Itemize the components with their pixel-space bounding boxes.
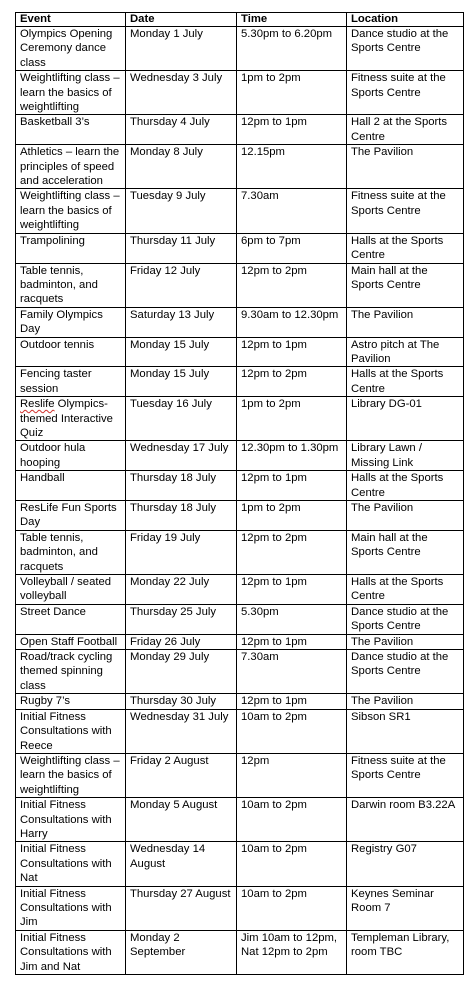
date-cell: Monday 5 August [126, 798, 237, 842]
location-cell: Dance studio at the Sports Centre [347, 650, 464, 694]
date-cell: Thursday 25 July [126, 604, 237, 634]
date-cell: Monday 22 July [126, 575, 237, 605]
date-cell: Tuesday 16 July [126, 397, 237, 441]
time-cell: 1pm to 2pm [237, 501, 347, 531]
location-cell: Halls at the Sports Centre [347, 471, 464, 501]
time-cell: 12pm to 1pm [237, 115, 347, 145]
time-cell: 12pm [237, 753, 347, 797]
header-event: Event [16, 13, 126, 27]
date-cell: Thursday 4 July [126, 115, 237, 145]
location-cell: Halls at the Sports Centre [347, 575, 464, 605]
spellcheck-word: Reslife [20, 398, 55, 411]
location-cell: Darwin room B3.22A [347, 798, 464, 842]
time-cell: 12pm to 1pm [237, 634, 347, 649]
table-row [16, 501, 464, 531]
time-cell: 7.30am [237, 650, 347, 694]
time-cell: 6pm to 7pm [237, 233, 347, 263]
location-cell: Sibson SR1 [347, 709, 464, 753]
table-row [16, 709, 464, 753]
event-cell: Weightlifting class – learn the basics of weightlifting [16, 189, 126, 233]
location-cell: The Pavilion [347, 634, 464, 649]
event-cell: Road/track cycling themed spinning class [16, 650, 126, 694]
table-row [16, 753, 464, 797]
location-cell: Dance studio at the Sports Centre [347, 27, 464, 71]
header-time: Time [237, 13, 347, 27]
time-cell: 5.30pm [237, 604, 347, 634]
location-cell: The Pavilion [347, 145, 464, 189]
date-cell: Thursday 18 July [126, 501, 237, 531]
event-cell: Athletics – learn the principles of speed and acceleration [16, 145, 126, 189]
event-cell: Street Dance [16, 604, 126, 634]
table-row [16, 798, 464, 842]
table-row [16, 307, 464, 337]
location-cell: Library DG-01 [347, 397, 464, 441]
event-cell: Weightlifting class – learn the basics of weightlifting [16, 71, 126, 115]
table-row [16, 367, 464, 397]
date-cell: Wednesday 17 July [126, 441, 237, 471]
table-row [16, 604, 464, 634]
table-row [16, 397, 464, 441]
time-cell: 7.30am [237, 189, 347, 233]
table-row [16, 471, 464, 501]
date-cell: Wednesday 14 August [126, 842, 237, 886]
date-cell: Friday 12 July [126, 263, 237, 307]
table-row [16, 575, 464, 605]
event-cell: Table tennis, badminton, and racquets [16, 530, 126, 574]
location-cell: Halls at the Sports Centre [347, 367, 464, 397]
time-cell: 5.30pm to 6.20pm [237, 27, 347, 71]
header-location: Location [347, 13, 464, 27]
location-cell: Fitness suite at the Sports Centre [347, 753, 464, 797]
table-row [16, 337, 464, 367]
location-cell: Main hall at the Sports Centre [347, 263, 464, 307]
time-cell: 10am to 2pm [237, 886, 347, 930]
date-cell: Monday 8 July [126, 145, 237, 189]
table-row [16, 650, 464, 694]
header-date: Date [126, 13, 237, 27]
table-row [16, 27, 464, 71]
event-cell: Initial Fitness Consultations with Jim and Nat [16, 930, 126, 974]
location-cell: Registry G07 [347, 842, 464, 886]
date-cell: Friday 2 August [126, 753, 237, 797]
date-cell: Tuesday 9 July [126, 189, 237, 233]
table-row [16, 233, 464, 263]
date-cell: Thursday 30 July [126, 694, 237, 709]
event-cell: Table tennis, badminton, and racquets [16, 263, 126, 307]
location-cell: Templeman Library, room TBC [347, 930, 464, 974]
time-cell: 9.30am to 12.30pm [237, 307, 347, 337]
time-cell: 10am to 2pm [237, 798, 347, 842]
event-cell: Basketball 3’s [16, 115, 126, 145]
table-row [16, 886, 464, 930]
table-row [16, 189, 464, 233]
date-cell: Wednesday 31 July [126, 709, 237, 753]
date-cell: Thursday 18 July [126, 471, 237, 501]
event-cell-text: Olympics-themed Interactive Quiz [20, 398, 113, 439]
date-cell: Monday 15 July [126, 367, 237, 397]
time-cell: 12pm to 2pm [237, 530, 347, 574]
table-row [16, 263, 464, 307]
time-cell: 1pm to 2pm [237, 71, 347, 115]
table-row [16, 145, 464, 189]
date-cell: Saturday 13 July [126, 307, 237, 337]
time-cell: 12.15pm [237, 145, 347, 189]
event-cell: Initial Fitness Consultations with Reece [16, 709, 126, 753]
date-cell: Wednesday 3 July [126, 71, 237, 115]
date-cell: Monday 1 July [126, 27, 237, 71]
time-cell: 12.30pm to 1.30pm [237, 441, 347, 471]
time-cell: 12pm to 2pm [237, 367, 347, 397]
date-cell: Monday 15 July [126, 337, 237, 367]
date-cell: Thursday 11 July [126, 233, 237, 263]
date-cell: Friday 26 July [126, 634, 237, 649]
location-cell: Library Lawn / Missing Link [347, 441, 464, 471]
event-cell: Rugby 7’s [16, 694, 126, 709]
date-cell: Monday 29 July [126, 650, 237, 694]
date-cell: Monday 2 September [126, 930, 237, 974]
time-cell: 12pm to 1pm [237, 694, 347, 709]
location-cell: Fitness suite at the Sports Centre [347, 71, 464, 115]
table-row [16, 634, 464, 649]
event-cell: Outdoor tennis [16, 337, 126, 367]
table-row [16, 694, 464, 709]
time-cell: 12pm to 2pm [237, 263, 347, 307]
table-row [16, 71, 464, 115]
location-cell: The Pavilion [347, 694, 464, 709]
location-cell: Dance studio at the Sports Centre [347, 604, 464, 634]
event-cell: Fencing taster session [16, 367, 126, 397]
location-cell: Keynes Seminar Room 7 [347, 886, 464, 930]
time-cell: 12pm to 1pm [237, 337, 347, 367]
table-row [16, 842, 464, 886]
time-cell: Jim 10am to 12pm, Nat 12pm to 2pm [237, 930, 347, 974]
time-cell: 10am to 2pm [237, 842, 347, 886]
time-cell: 12pm to 1pm [237, 471, 347, 501]
events-schedule-table [15, 12, 464, 975]
time-cell: 1pm to 2pm [237, 397, 347, 441]
event-cell: Weightlifting class – learn the basics of weightlifting [16, 753, 126, 797]
table-row [16, 115, 464, 145]
event-cell: Initial Fitness Consultations with Harry [16, 798, 126, 842]
event-cell: Trampolining [16, 233, 126, 263]
location-cell: Astro pitch at The Pavilion [347, 337, 464, 367]
table-header-row [16, 13, 464, 27]
time-cell: 10am to 2pm [237, 709, 347, 753]
location-cell: Hall 2 at the Sports Centre [347, 115, 464, 145]
event-cell: Family Olympics Day [16, 307, 126, 337]
table-row [16, 530, 464, 574]
location-cell: The Pavilion [347, 307, 464, 337]
event-cell: Initial Fitness Consultations with Jim [16, 886, 126, 930]
location-cell: Fitness suite at the Sports Centre [347, 189, 464, 233]
date-cell: Thursday 27 August [126, 886, 237, 930]
table-row [16, 441, 464, 471]
event-cell: Handball [16, 471, 126, 501]
event-cell [16, 397, 126, 441]
event-cell: Open Staff Football [16, 634, 126, 649]
location-cell: Main hall at the Sports Centre [347, 530, 464, 574]
event-cell: Outdoor hula hooping [16, 441, 126, 471]
event-cell: Olympics Opening Ceremony dance class [16, 27, 126, 71]
time-cell: 12pm to 1pm [237, 575, 347, 605]
location-cell: Halls at the Sports Centre [347, 233, 464, 263]
event-cell: Volleyball / seated volleyball [16, 575, 126, 605]
table-row [16, 930, 464, 974]
event-cell: Initial Fitness Consultations with Nat [16, 842, 126, 886]
date-cell: Friday 19 July [126, 530, 237, 574]
event-cell: ResLife Fun Sports Day [16, 501, 126, 531]
location-cell: The Pavilion [347, 501, 464, 531]
